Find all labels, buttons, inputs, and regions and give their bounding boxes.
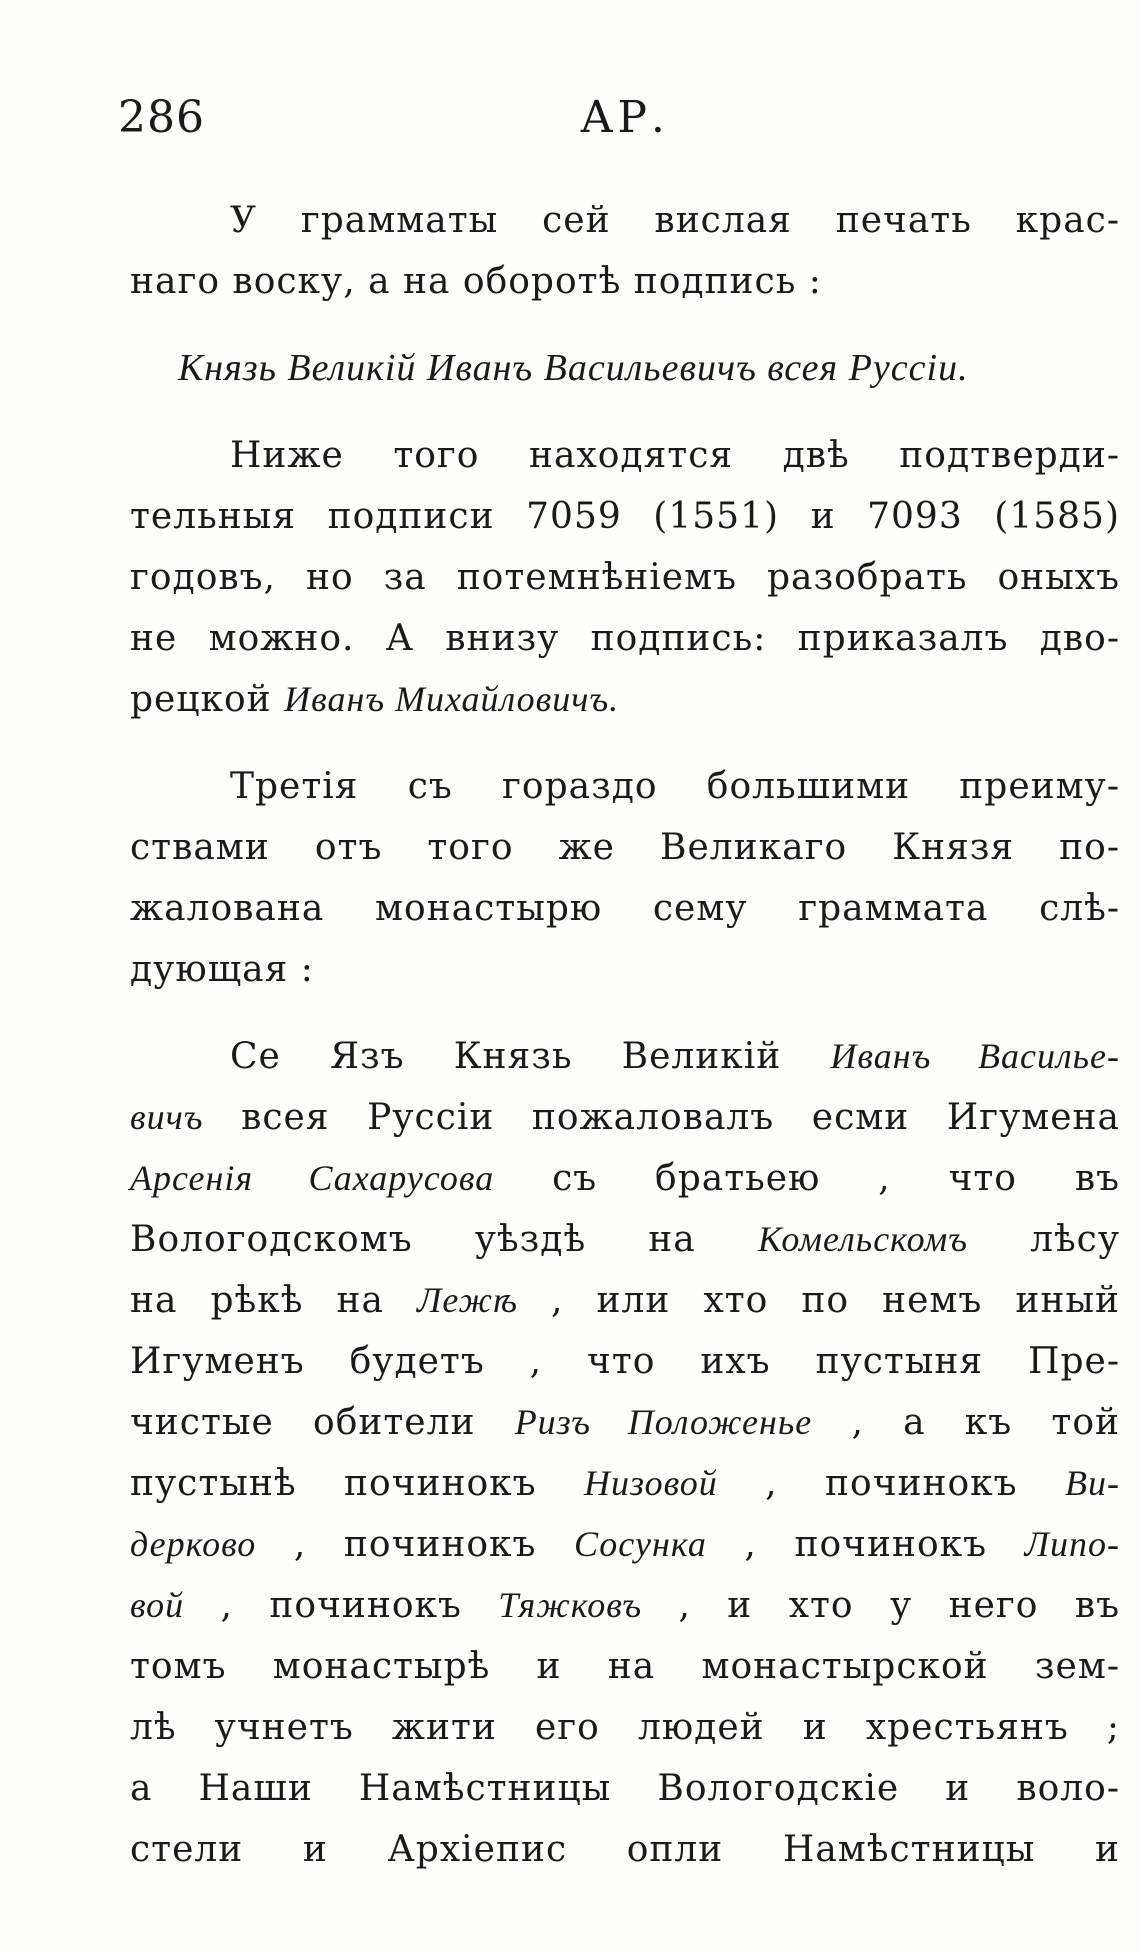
italic-name: Иванъ Михайловичъ.: [284, 679, 620, 719]
italic-name: Тяжковъ: [498, 1585, 643, 1625]
text-run: пустынѣ починокъ: [130, 1463, 585, 1504]
text-line: Игуменъ будетъ , что ихъ пустыня Пре-: [130, 1341, 1120, 1382]
text-run: съ братьею , что въ: [494, 1158, 1121, 1199]
paragraph-third-charter: [130, 756, 1120, 1000]
text-run: , починокъ: [717, 1463, 1066, 1504]
text-line: [130, 1453, 1120, 1514]
italic-name: Комельскомъ: [757, 1219, 968, 1259]
text-line: ствами отъ того же Великаго Князя по-: [130, 827, 1120, 868]
text-line: Третія съ гораздо большими преиму-: [230, 766, 1120, 807]
text-line: Ниже того находятся двѣ подтверди-: [230, 435, 1120, 476]
paragraph-confirmations: [130, 425, 1120, 730]
text-line: [130, 1087, 1120, 1148]
italic-name: Ви-: [1065, 1463, 1121, 1503]
italic-name: дерково: [130, 1524, 257, 1564]
text-line: [130, 1575, 1120, 1636]
text-line: лѣ учнетъ жити его людей и хрестьянъ ;: [130, 1707, 1120, 1748]
italic-name: Лежѣ: [417, 1280, 518, 1320]
text-run: , починокъ: [184, 1585, 499, 1626]
text-line: а Наши Намѣстницы Вологодскіе и воло-: [130, 1768, 1120, 1809]
text-run: Вологодскомъ уѣздѣ на: [130, 1219, 758, 1260]
text-line: [130, 1514, 1120, 1575]
text-line: [130, 1392, 1120, 1453]
text-run: на рѣкѣ на: [130, 1280, 418, 1321]
text-line: наго воску, а на оборотѣ подпись :: [130, 261, 822, 302]
text-line: не можно. А внизу подпись: приказалъ дво-: [130, 618, 1120, 659]
text-line: годовъ, но за потемнѣніемъ разобрать оныхъ: [130, 557, 1120, 598]
text-run: рецкой: [130, 679, 285, 720]
page-number: 286: [118, 92, 205, 143]
page-header: [118, 92, 1118, 152]
text-run: , или хто по немъ иный: [518, 1280, 1120, 1321]
italic-name: Сосунка: [574, 1524, 707, 1564]
italic-name: Липо-: [1024, 1524, 1120, 1564]
text-line: [130, 1148, 1120, 1209]
text-line: [130, 1209, 1120, 1270]
text-line: жалована монастырю сему граммата слѣ-: [130, 888, 1120, 929]
paragraph-charter-text: [130, 1026, 1120, 1880]
text-line: [130, 1026, 1120, 1087]
paragraph-seal: [130, 190, 1120, 312]
italic-name: Низовой: [584, 1463, 718, 1503]
text-line: дующая :: [130, 949, 314, 990]
text-run: , а къ той: [812, 1402, 1120, 1443]
italic-name: вичъ: [130, 1097, 204, 1137]
text-run: , починокъ: [706, 1524, 1025, 1565]
running-head: АР.: [580, 92, 669, 143]
body-text: [130, 190, 1120, 1906]
text-run: Се Язъ Князь Великій: [230, 1036, 831, 1077]
text-line: томъ монастырѣ и на монастырской зем-: [130, 1646, 1120, 1687]
text-line: [130, 1270, 1120, 1331]
text-run: всея Руссіи пожаловалъ есми Игумена: [203, 1097, 1120, 1138]
text-run: , и хто у него въ: [642, 1585, 1120, 1626]
text-line: тельныя подписи 7059 (1551) и 7093 (1585): [130, 496, 1120, 537]
signature-line: Князь Великій Иванъ Васильевичъ всея Руссіи.: [178, 347, 969, 389]
italic-name: Арсенія Сахарусова: [130, 1158, 495, 1198]
text-line: стели и Архіепис опли Намѣстницы и: [130, 1829, 1120, 1870]
text-run: лѣсу: [967, 1219, 1120, 1260]
italic-name: вой: [130, 1585, 185, 1625]
text-run: чистые обители: [130, 1402, 515, 1443]
text-line: [130, 669, 1120, 730]
italic-name: Иванъ Васильe-: [830, 1036, 1120, 1076]
text-line: У грамматы сей вислая печать крас-: [230, 200, 1120, 241]
text-run: , починокъ: [256, 1524, 575, 1565]
italic-name: Ризъ Положенье: [514, 1402, 813, 1442]
